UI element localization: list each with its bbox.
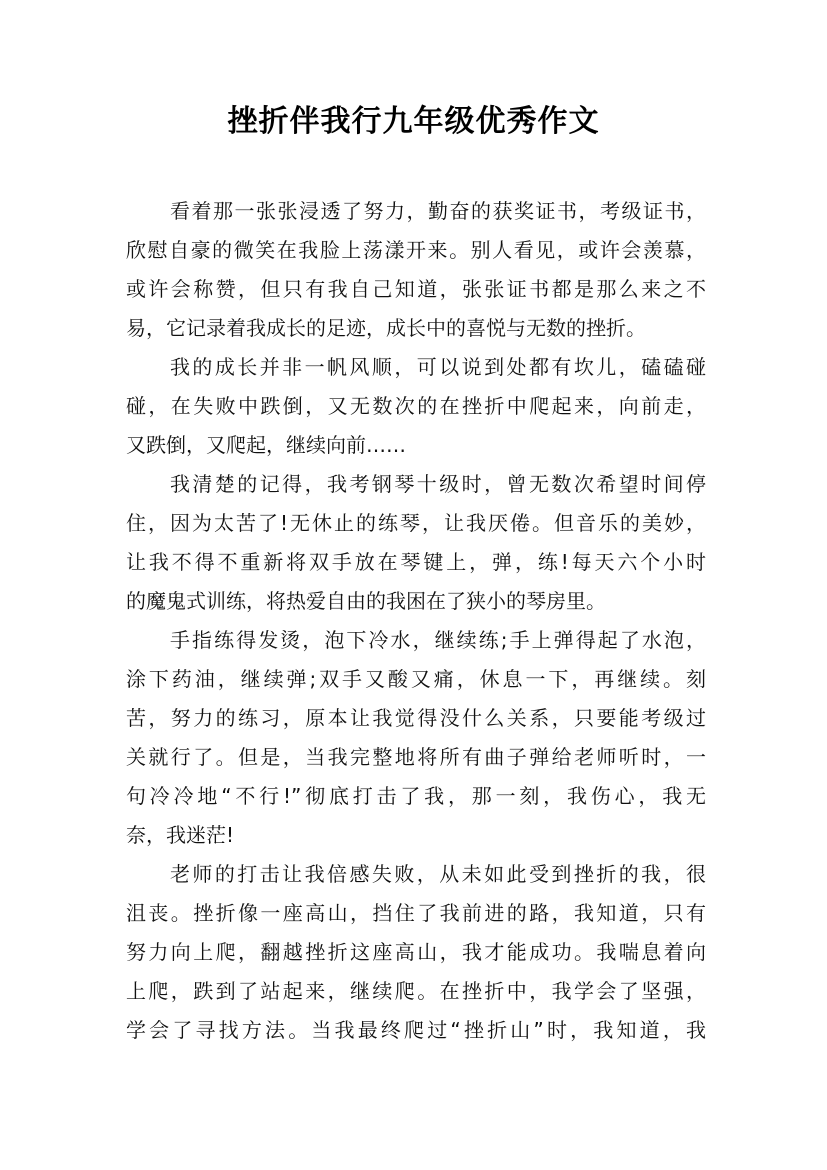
text-line: 沮丧。挫折像一座高山，挡住了我前进的路，我知道，只有: [126, 901, 706, 925]
text-line: 碰，在失败中跌倒，又无数次的在挫折中爬起来，向前走，: [126, 394, 706, 418]
text-line: 看着那一张张浸透了努力，勤奋的获奖证书，考级证书，: [170, 199, 706, 223]
text-line: 欣慰自豪的微笑在我脸上荡漾开来。别人看见，或许会羡慕，: [126, 238, 706, 262]
text-line: 又跌倒，又爬起，继续向前……: [126, 433, 406, 457]
text-line: 努力向上爬，翻越挫折这座高山，我才能成功。我喘息着向: [126, 940, 706, 964]
text-line: 或许会称赞，但只有我自己知道，张张证书都是那么来之不: [126, 277, 706, 301]
text-line: 住，因为太苦了!无休止的练琴，让我厌倦。但音乐的美妙，: [126, 511, 706, 535]
text-line: 手指练得发烫，泡下冷水，继续练;手上弹得起了水泡，: [170, 628, 706, 652]
text-line: 苦，努力的练习，原本让我觉得没什么关系，只要能考级过: [126, 706, 706, 730]
text-line: 我清楚的记得，我考钢琴十级时，曾无数次希望时间停: [170, 472, 706, 496]
text-line: 涂下药油，继续弹;双手又酸又痛，休息一下，再继续。刻: [126, 667, 706, 691]
document-body: [126, 192, 706, 1050]
text-line: 上爬，跌到了站起来，继续爬。在挫折中，我学会了坚强，: [126, 979, 706, 1003]
text-line: 句冷冷地“不行!”彻底打击了我，那一刻，我伤心，我无: [126, 784, 706, 808]
text-line: 我的成长并非一帆风顺，可以说到处都有坎儿，磕磕碰: [170, 355, 706, 379]
text-line: 让我不得不重新将双手放在琴键上，弹，练!每天六个小时: [126, 550, 706, 574]
text-line: 的魔鬼式训练，将热爱自由的我困在了狭小的琴房里。: [126, 589, 606, 613]
text-line: 老师的打击让我倍感失败，从未如此受到挫折的我，很: [170, 862, 706, 886]
text-line: 易，它记录着我成长的足迹，成长中的喜悦与无数的挫折。: [126, 316, 646, 340]
text-line: 关就行了。但是，当我完整地将所有曲子弹给老师听时，一: [126, 745, 706, 769]
text-line: 学会了寻找方法。当我最终爬过“挫折山”时，我知道，我: [126, 1018, 706, 1042]
text-line: 奈，我迷茫!: [126, 823, 235, 847]
document-title: 挫折伴我行九年级优秀作文: [227, 104, 600, 139]
